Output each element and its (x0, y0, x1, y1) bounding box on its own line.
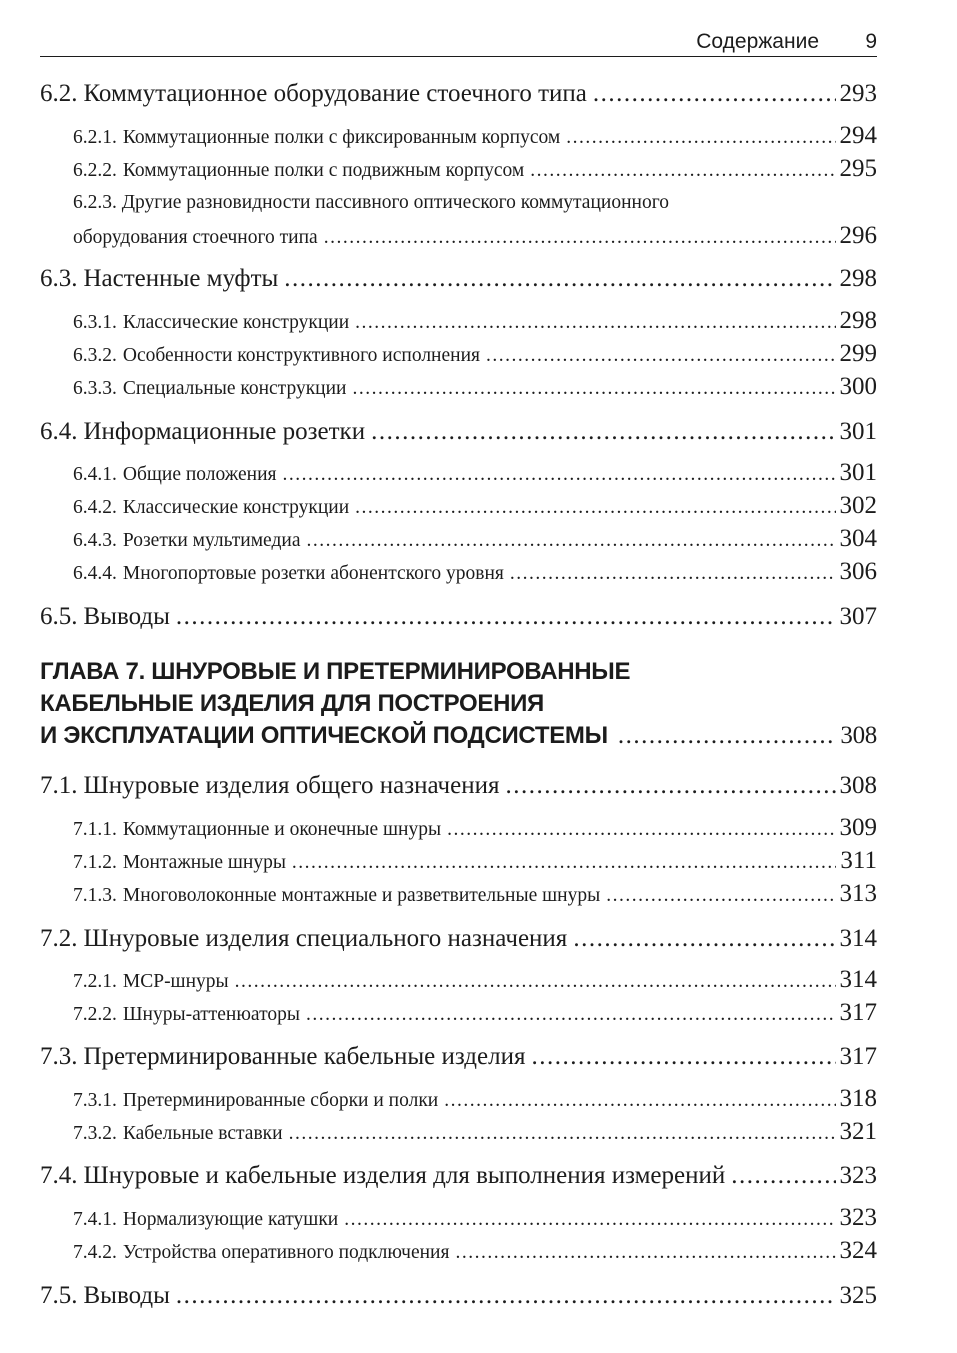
toc-subentry[interactable] (40, 814, 877, 842)
toc-entry-title: Претерминированные сборки и полки (122, 1090, 439, 1111)
toc-leader-dots (593, 80, 836, 108)
chapter-page: 308 (840, 722, 877, 749)
toc-leader-dots (352, 378, 835, 400)
toc-entry-number: 6.4.2. (73, 497, 117, 518)
toc-entry-number: 7.2. (40, 925, 78, 952)
toc-entry-title: Шнуровые изделия специального назначения (83, 925, 568, 952)
toc-leader-dots (283, 464, 836, 486)
toc-entry-title: Шнуровые изделия общего назначения (83, 772, 500, 799)
toc-leader-dots (731, 1162, 835, 1190)
toc-entry-page: 309 (839, 814, 877, 841)
toc-entry-title: Многоволоконные монтажные и разветвительные шнуры (122, 885, 601, 906)
toc-entry-page: 321 (839, 1118, 877, 1145)
toc-entry-page: 314 (839, 925, 877, 952)
toc-leader-dots (324, 227, 836, 249)
chapter-heading-line: ГЛАВА 7. ШНУРОВЫЕ И ПРЕТЕРМИНИРОВАННЫЕ (40, 658, 631, 685)
toc-leader-dots (355, 497, 835, 519)
toc-leader-dots (306, 1004, 836, 1026)
toc-entry-page: 311 (840, 847, 877, 874)
toc-leader-dots (573, 925, 835, 953)
toc-leader-dots (371, 418, 835, 446)
toc-entry-title: Розетки мультимедиа (122, 530, 301, 551)
toc-entry-page: 302 (839, 492, 877, 519)
toc-entry-number: 7.2.2. (73, 1004, 117, 1025)
toc-entry[interactable] (40, 603, 877, 631)
toc-entry-page: 301 (839, 459, 877, 486)
toc-subentry[interactable] (40, 122, 877, 150)
toc-entry-number: 7.4.1. (73, 1209, 117, 1230)
toc-entry-number: 7.1.2. (73, 852, 117, 873)
toc-entry-page: 294 (839, 122, 877, 149)
toc-subentry[interactable] (40, 492, 877, 520)
toc-entry[interactable] (40, 772, 877, 800)
toc-entry[interactable] (40, 1043, 877, 1071)
toc-subentry[interactable] (40, 966, 877, 994)
toc-subentry[interactable] (40, 880, 877, 908)
toc-leader-dots (235, 971, 836, 993)
toc-leader-dots (486, 345, 836, 367)
toc-entry-title: Классические конструкции (122, 497, 350, 518)
toc-entry-number: 7.3. (40, 1043, 78, 1070)
toc-entry-page: 293 (839, 80, 877, 107)
toc-subentry[interactable] (40, 340, 877, 368)
toc-entry-number: 6.2.3. (73, 192, 117, 213)
toc-subentry[interactable] (40, 1204, 877, 1232)
toc-entry-page: 325 (839, 1282, 877, 1309)
toc-entry[interactable] (40, 925, 877, 953)
toc-entry-number: 7.4.2. (73, 1242, 117, 1263)
toc-subentry[interactable] (40, 558, 877, 586)
toc-entry-page: 317 (839, 999, 877, 1026)
toc-entry-number: 6.4.3. (73, 530, 117, 551)
toc-entry-title: Особенности конструктивного исполнения (122, 345, 480, 366)
toc-entry-number: 6.4.4. (73, 563, 117, 584)
toc-entry-page: 296 (839, 222, 877, 249)
toc-entry-title: Другие разновидности пассивного оптического коммутационного (121, 192, 669, 213)
toc-entry-number: 6.5. (40, 603, 78, 630)
toc-subentry-wrapped-line2[interactable] (40, 222, 877, 250)
toc-leader-dots (292, 852, 837, 874)
toc-leader-dots (284, 265, 835, 293)
toc-entry-number: 6.2.2. (73, 160, 117, 181)
toc-subentry[interactable] (40, 459, 877, 487)
toc-subentry[interactable] (40, 847, 877, 875)
toc-subentry[interactable] (40, 999, 877, 1027)
toc-entry-page: 323 (839, 1204, 877, 1231)
toc-subentry-wrapped-line1[interactable] (73, 192, 669, 214)
toc-entry-page: 314 (839, 966, 877, 993)
toc-entry-page: 304 (839, 525, 877, 552)
toc-entry-title-continuation: оборудования стоечного типа (73, 227, 318, 248)
toc-entry-number: 7.1.3. (73, 885, 117, 906)
toc-entry-number: 6.4. (40, 418, 78, 445)
running-header-page-number: 9 (865, 30, 877, 53)
toc-leader-dots (606, 885, 835, 907)
toc-entry-number: 6.2.1. (73, 127, 117, 148)
toc-subentry[interactable] (40, 307, 877, 335)
toc-entry-title: Общие положения (122, 464, 277, 485)
toc-leader-dots (531, 1043, 835, 1071)
toc-entry-page: 313 (839, 880, 877, 907)
toc-entry-title: МСР-шнуры (122, 971, 229, 992)
toc-entry-page: 323 (839, 1162, 877, 1189)
toc-entry-page: 301 (839, 418, 877, 445)
toc-entry-title: Коммутационные полки с фиксированным корпусом (122, 127, 561, 148)
toc-entry-title: Выводы (83, 603, 170, 630)
chapter-heading-line: КАБЕЛЬНЫЕ ИЗДЕЛИЯ ДЛЯ ПОСТРОЕНИЯ (40, 690, 544, 717)
toc-entry[interactable] (40, 1162, 877, 1190)
toc-entry-number: 7.1.1. (73, 819, 117, 840)
toc-subentry[interactable] (40, 1237, 877, 1265)
toc-entry-title: Настенные муфты (83, 265, 279, 292)
toc-subentry[interactable] (40, 155, 877, 183)
toc-subentry[interactable] (40, 373, 877, 401)
toc-leader-dots (306, 530, 835, 552)
toc-leader-dots (355, 312, 835, 334)
chapter-heading-line: И ЭКСПЛУАТАЦИИ ОПТИЧЕСКОЙ ПОДСИСТЕМЫ (40, 722, 608, 749)
toc-leader-dots (505, 772, 835, 800)
toc-entry-title: Информационные розетки (83, 418, 366, 445)
toc-entry-page: 299 (839, 340, 877, 367)
toc-entry-number: 6.2. (40, 80, 78, 107)
toc-entry-page: 324 (839, 1237, 877, 1264)
toc-subentry[interactable] (40, 1085, 877, 1113)
toc-subentry[interactable] (40, 525, 877, 553)
toc-entry-number: 7.1. (40, 772, 78, 799)
toc-entry-title: Шнуровые и кабельные изделия для выполнения измерений (83, 1162, 726, 1189)
toc-entry-number: 6.4.1. (73, 464, 117, 485)
toc-leader-dots (447, 819, 835, 841)
toc-entry-page: 318 (839, 1085, 877, 1112)
toc-entry-number: 7.4. (40, 1162, 78, 1189)
toc-entry-page: 298 (839, 265, 877, 292)
toc-entry-title: Классические конструкции (122, 312, 350, 333)
toc-leader-dots (344, 1209, 835, 1231)
toc-entry-number: 6.3.3. (73, 378, 117, 399)
toc-entry-title: Коммутационные полки с подвижным корпусом (122, 160, 525, 181)
toc-entry-title: Устройства оперативного подключения (122, 1242, 450, 1263)
toc-entry-title: Многопортовые розетки абонентского уровня (122, 563, 504, 584)
toc-entry-number: 7.3.1. (73, 1090, 117, 1111)
toc-leader-dots (618, 720, 837, 752)
toc-entry-title: Монтажные шнуры (122, 852, 286, 873)
toc-entry-page: 308 (839, 772, 877, 799)
toc-entry-title: Нормализующие катушки (122, 1209, 339, 1230)
toc-entry-number: 6.3.1. (73, 312, 117, 333)
toc-entry-page: 307 (839, 603, 877, 630)
toc-entry[interactable] (40, 1282, 877, 1310)
toc-entry[interactable] (40, 418, 877, 446)
chapter-heading-last-line (40, 720, 877, 752)
toc-entry-title: Коммутационные и оконечные шнуры (122, 819, 442, 840)
toc-entry-title: Претерминированные кабельные изделия (83, 1043, 526, 1070)
toc-entry-number: 7.3.2. (73, 1123, 117, 1144)
toc-entry-title: Кабельные вставки (122, 1123, 283, 1144)
toc-entry-page: 306 (839, 558, 877, 585)
toc-entry[interactable] (40, 80, 877, 108)
running-header-title: Содержание (696, 30, 819, 53)
toc-leader-dots (510, 563, 836, 585)
chapter-heading[interactable] (40, 656, 877, 752)
toc-entry-title: Коммутационное оборудование стоечного типа (83, 80, 587, 107)
toc-leader-dots (455, 1242, 835, 1264)
toc-entry-page: 317 (839, 1043, 877, 1070)
toc-entry-page: 300 (839, 373, 877, 400)
toc-entry-page: 295 (839, 155, 877, 182)
toc-entry-number: 7.5. (40, 1282, 78, 1309)
toc-subentry[interactable] (40, 1118, 877, 1146)
toc-entry[interactable] (40, 265, 877, 293)
toc-entry-title: Специальные конструкции (122, 378, 347, 399)
toc-leader-dots (176, 1282, 836, 1310)
running-header (40, 28, 877, 57)
toc-entry-title: Выводы (83, 1282, 170, 1309)
toc-leader-dots (566, 127, 835, 149)
toc-leader-dots (530, 160, 835, 182)
toc-entry-page: 298 (839, 307, 877, 334)
toc-leader-dots (289, 1123, 836, 1145)
toc-entry-number: 6.3. (40, 265, 78, 292)
toc-leader-dots (176, 603, 836, 631)
toc-entry-title: Шнуры-аттенюаторы (122, 1004, 300, 1025)
toc-entry-number: 6.3.2. (73, 345, 117, 366)
toc-leader-dots (444, 1090, 835, 1112)
toc-entry-number: 7.2.1. (73, 971, 117, 992)
